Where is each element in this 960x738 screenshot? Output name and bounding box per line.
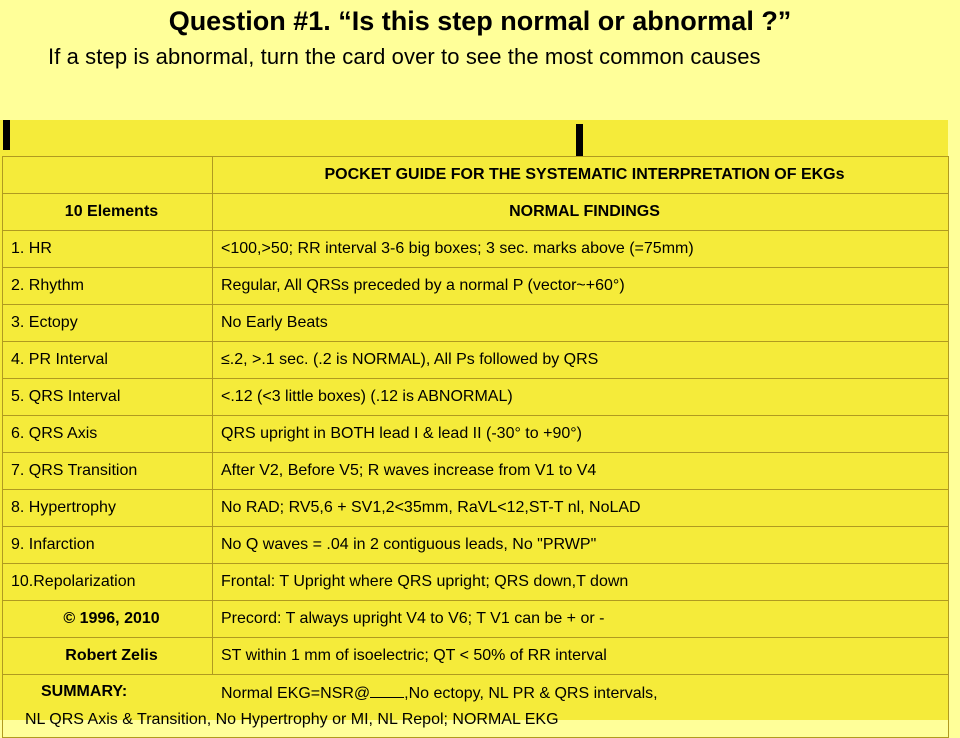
card-top-bar	[0, 120, 948, 156]
element-cell: 6. QRS Axis	[3, 416, 213, 453]
finding-cell: After V2, Before V5; R waves increase from V1 to V4	[213, 453, 949, 490]
ekg-guide-table	[2, 156, 949, 738]
element-cell: 8. Hypertrophy	[3, 490, 213, 527]
table-row	[3, 490, 949, 527]
summary-line-2: NL QRS Axis & Transition, No Hypertrophy or MI, NL Repol; NORMAL EKG	[25, 711, 559, 728]
table-row	[3, 379, 949, 416]
element-cell: 10.Repolarization	[3, 564, 213, 601]
element-cell: 7. QRS Transition	[3, 453, 213, 490]
element-cell: 5. QRS Interval	[3, 379, 213, 416]
question-subtitle: If a step is abnormal, turn the card over to see the most common causes	[48, 44, 761, 69]
element-cell: 2. Rhythm	[3, 268, 213, 305]
finding-cell: ≤.2, >.1 sec. (.2 is NORMAL), All Ps followed by QRS	[213, 342, 949, 379]
card-marker-left	[3, 120, 10, 150]
author-cell: Robert Zelis	[3, 638, 213, 675]
finding-cell-precord: Precord: T always upright V4 to V6; T V1 can be + or -	[213, 601, 949, 638]
table-row	[3, 416, 949, 453]
summary-line-1-start: Normal EKG=NSR@	[221, 685, 371, 702]
summary-blank	[370, 683, 404, 698]
finding-cell: Regular, All QRSs preceded by a normal P (vector~+60°)	[213, 268, 949, 305]
column-header-elements: 10 Elements	[3, 194, 213, 231]
column-header-findings: NORMAL FINDINGS	[213, 194, 949, 231]
table-header-row	[3, 194, 949, 231]
table-row	[3, 564, 949, 601]
finding-cell: <100,>50; RR interval 3-6 big boxes; 3 sec. marks above (=75mm)	[213, 231, 949, 268]
element-cell: 4. PR Interval	[3, 342, 213, 379]
table-row	[3, 601, 949, 638]
finding-cell-st: ST within 1 mm of isoelectric; QT < 50% of RR interval	[213, 638, 949, 675]
summary-cell	[3, 675, 949, 738]
table-row	[3, 268, 949, 305]
summary-label: SUMMARY:	[41, 683, 128, 700]
summary-line-1-end: ,No ectopy, NL PR & QRS intervals,	[404, 685, 658, 702]
table-row	[3, 342, 949, 379]
summary-row	[3, 675, 949, 738]
finding-cell: No Q waves = .04 in 2 contiguous leads, No "PRWP"	[213, 527, 949, 564]
element-cell: 3. Ectopy	[3, 305, 213, 342]
finding-cell: Frontal: T Upright where QRS upright; QRS down,T down	[213, 564, 949, 601]
pocket-guide-card	[0, 120, 948, 728]
table-row	[3, 527, 949, 564]
copyright-cell: © 1996, 2010	[3, 601, 213, 638]
table-row	[3, 305, 949, 342]
element-cell: 1. HR	[3, 231, 213, 268]
table-row	[3, 453, 949, 490]
table-row	[3, 638, 949, 675]
finding-cell: <.12 (<3 little boxes) (.12 is ABNORMAL)	[213, 379, 949, 416]
finding-cell: No Early Beats	[213, 305, 949, 342]
finding-cell: No RAD; RV5,6 + SV1,2<35mm, RaVL<12,ST-T nl, NoLAD	[213, 490, 949, 527]
card-marker-middle	[576, 124, 583, 156]
question-title: Question #1. “Is this step normal or abnormal ?”	[168, 6, 792, 36]
summary-line-1	[221, 683, 658, 703]
table-row	[3, 231, 949, 268]
table-caption-row	[3, 157, 949, 194]
finding-cell: QRS upright in BOTH lead I & lead II (-30° to +90°)	[213, 416, 949, 453]
table-caption: POCKET GUIDE FOR THE SYSTEMATIC INTERPRETATION OF EKGs	[213, 157, 949, 194]
caption-empty-cell	[3, 157, 213, 194]
element-cell: 9. Infarction	[3, 527, 213, 564]
